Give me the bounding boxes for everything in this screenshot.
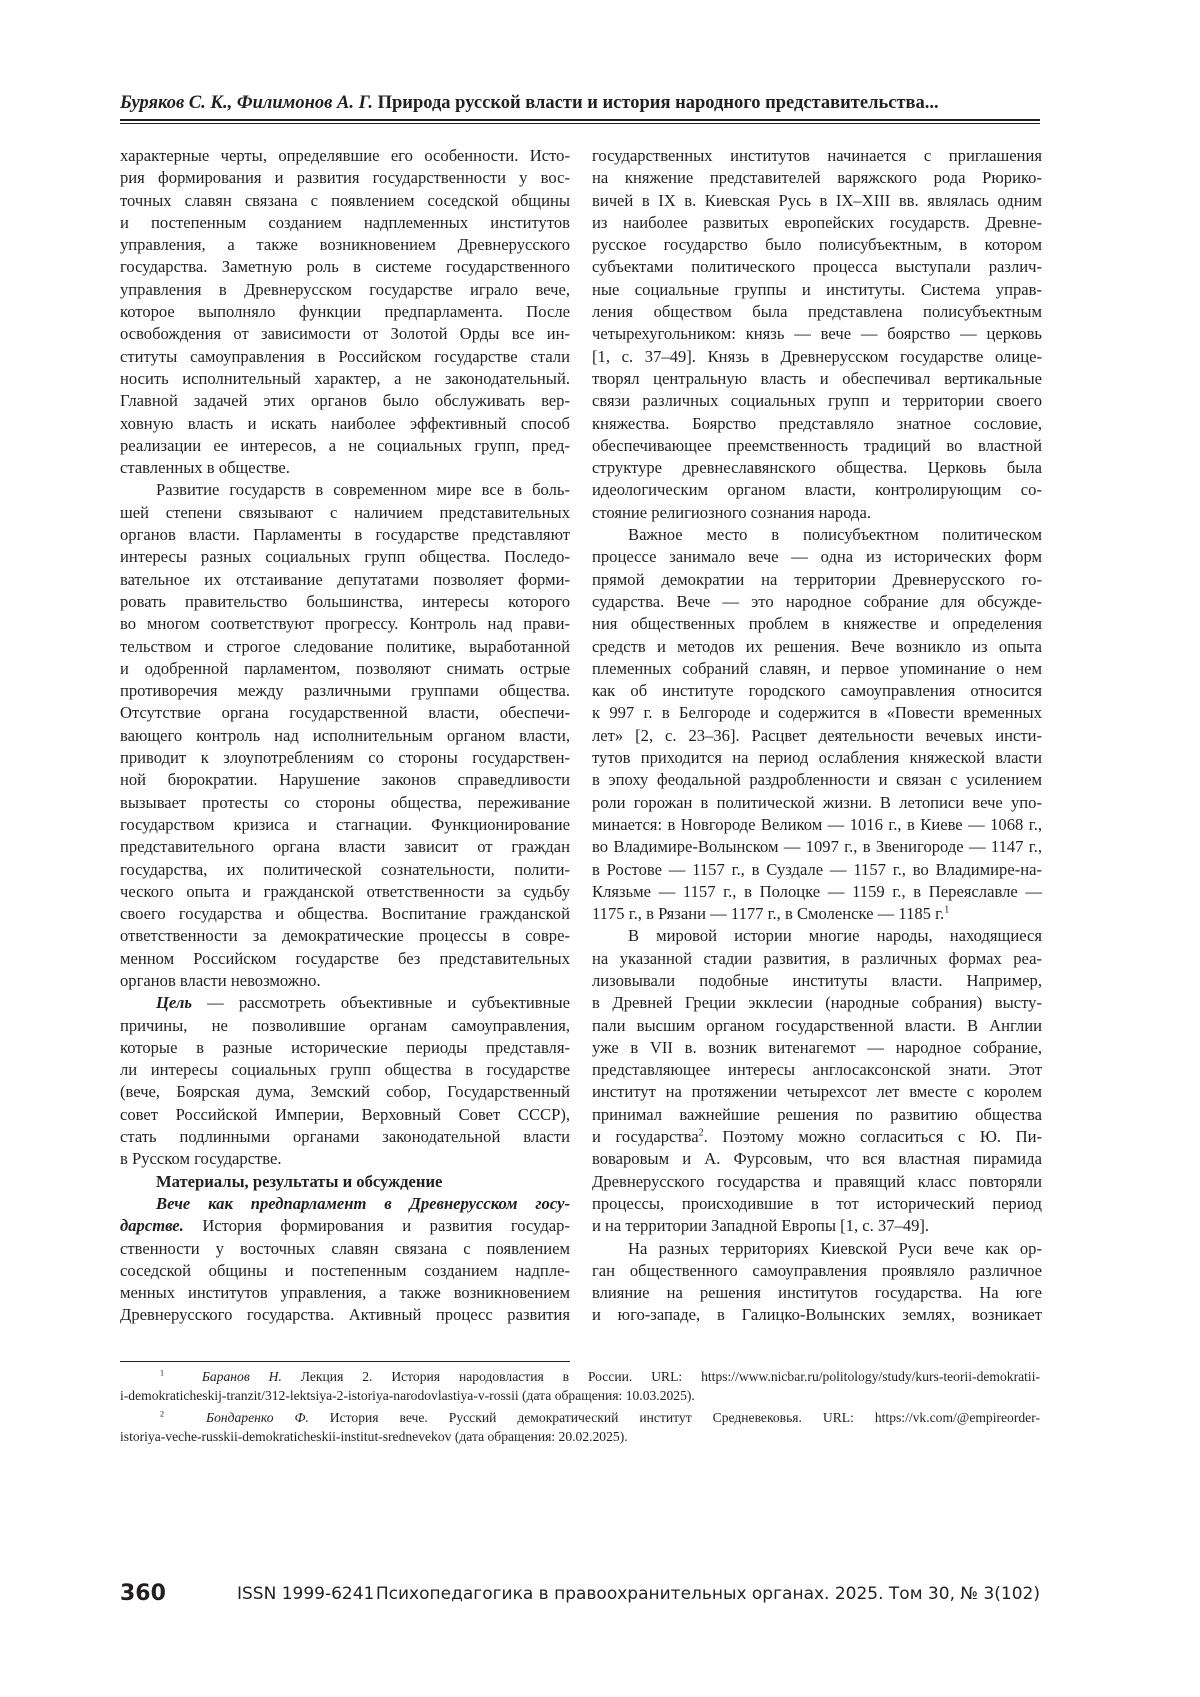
text-line [120,658,570,680]
text-line [592,323,1042,345]
line-text: во многом соответствуют прогрессу. Контроль над прави- [120,614,570,633]
text-line [592,457,1042,479]
line-text: вательное их отстаивание депутатами позволяет форми- [120,570,570,589]
text-line [592,1148,1042,1170]
line-text: рия формирования и развития государственности у вос- [120,168,570,187]
text-line [120,479,570,501]
text-line [592,301,1042,323]
text-line [120,903,570,925]
text-line [592,903,1042,925]
header-rule [120,119,1040,121]
line-text: ли интересы социальных групп общества в государстве [120,1060,570,1079]
footnote-author: Баранов Н. [202,1369,282,1384]
text-line [120,836,570,858]
left-column [120,145,570,1327]
text-line [592,479,1042,501]
line-text: противоречия между различными группами общества. [120,681,570,700]
journal-title: Психопедагогика в правоохранительных органах. 2025. Том 30, № 3(102) [376,1584,1040,1604]
text-line [592,702,1042,724]
text-line [120,970,570,992]
text-line [120,1037,570,1059]
text-line [120,301,570,323]
text-line [592,1171,1042,1193]
line-text: тельством и строгое следование политике, выработанной [120,637,570,656]
text-line [592,769,1042,791]
text-line [120,1215,570,1237]
line-text: причины, не позволившие органам самоуправления, [120,1016,570,1035]
line-text: [1, с. 37–49]. Князь в Древнерусском государстве олице- [592,347,1042,366]
line-text: которое выполняло функции предпарламента. После [120,302,570,321]
line-text: лизовывали подобные институты власти. Например, [592,971,1042,990]
text-line [592,1037,1042,1059]
text-line [120,1104,570,1126]
line-text: шей степени связывают с наличием представительных [120,503,570,522]
line-text: . Поэтому можно согласиться с Ю. Пи- [704,1127,1042,1146]
text-line [592,925,1042,947]
text-line [592,368,1042,390]
text-line [592,256,1042,278]
line-text: вызывает протесты со стороны общества, переживание [120,793,570,812]
text-line [592,279,1042,301]
text-line [120,167,570,189]
line-text: характерные черты, определявшие его особенности. Исто- [120,146,570,165]
text-line [592,992,1042,1014]
text-line [120,814,570,836]
line-text: княжества. Боярство представляло знатное сословие, [592,414,1042,433]
text-line [592,859,1042,881]
text-line [120,1304,570,1326]
line-text: Вече как предпарламент в Древнерусском госу- [156,1194,570,1213]
line-text: ной бюрократии. Нарушение законов справедливости [120,770,570,789]
text-line [592,1304,1042,1326]
header-rule-thin [120,123,1040,124]
line-text: ституты самоуправления в Российском государстве стали [120,347,570,366]
text-line [120,1081,570,1103]
text-line [120,569,570,591]
line-text: Материалы, результаты и обсуждение [156,1172,442,1191]
line-text: творял центральную власть и обеспечивал вертикальные [592,369,1042,388]
text-line [592,234,1042,256]
text-line [120,613,570,635]
line-text: и постепенным созданием надплеменных институтов [120,213,570,232]
text-line [120,234,570,256]
line-text: сударства. Вече — это народное собрание для обсужде- [592,592,1042,611]
line-text: субъектами политического процесса выступали различ- [592,257,1042,276]
line-text: стояние религиозного сознания народа. [592,503,871,522]
text-line [120,881,570,903]
line-text: ховную власть и искать наиболее эффективный способ [120,414,570,433]
line-text: интересы разных социальных групп общества. Последо- [120,547,570,566]
line-text: на княжение представителей варяжского рода Рюрико- [592,168,1042,187]
text-line [120,769,570,791]
text-line [120,1126,570,1148]
text-line [120,1193,570,1215]
line-text: структуре древнеславянского общества. Церковь была [592,458,1042,477]
text-line [120,368,570,390]
line-text: институт на протяжении четырехсот лет вместе с королем [592,1082,1042,1101]
line-text: ответственности за демократические процессы в совре- [120,926,570,945]
line-text: Древнерусского государства и правящий класс повторяли [592,1172,1042,1191]
line-text: приводит к злоупотреблениям со стороны государствен- [120,748,570,767]
line-text: управления, а также возникновением Древнерусского [120,235,570,254]
line-text: во Владимире-Волынском — 1097 г., в Звенигороде — 1147 г., [592,837,1042,856]
line-text: Главной задачей этих органов было обслуживать вер- [120,391,570,410]
running-header [120,93,1040,114]
text-line [592,814,1042,836]
text-line [592,1260,1042,1282]
line-text: ровать правительство большинства, интересы которого [120,592,570,611]
line-text: процессы, происходившие в тот исторический период [592,1194,1042,1213]
line-text: ставленных в обществе. [120,458,290,477]
line-text: тутов приходится на период ослабления княжеской власти [592,748,1042,767]
text-line [120,680,570,702]
text-line [592,212,1042,234]
text-line [120,502,570,524]
line-text: из наиболее развитых европейских государств. Древне- [592,213,1042,232]
line-text: — рассмотреть объективные и субъективные [192,993,570,1012]
line-text: минается: в Новгороде Великом — 1016 г., в Киеве — 1068 г., [592,815,1042,834]
line-text: (вече, Боярская дума, Земский собор, Государственный [120,1082,570,1101]
text-line [592,546,1042,568]
footnote-ref: 2 [699,1128,704,1139]
text-line [592,725,1042,747]
text-line [120,190,570,212]
line-text: управления в Древнерусском государстве играло вече, [120,280,570,299]
line-text: государства, их политической сознательности, полити- [120,860,570,879]
line-text: носить исполнительный характер, а не законодательный. [120,369,570,388]
text-line [120,1015,570,1037]
text-line [120,546,570,568]
text-line [120,435,570,457]
line-text: государственных институтов начинается с приглашения [592,146,1042,165]
line-text: своего государства и общества. Воспитание гражданской [120,904,570,923]
text-line [120,256,570,278]
line-text: которые в разные исторические периоды представля- [120,1038,570,1057]
footnote-number: 2 [160,1409,164,1418]
footnote-text: Лекция 2. История народовластия в России. URL: https://www.nicbar.ru/politology/study/kurs-teorii-demokratii- [282,1369,1040,1384]
text-line [120,279,570,301]
text-line [120,859,570,881]
text-line [592,680,1042,702]
text-line [592,836,1042,858]
line-text: пали высшим органом государственной власти. В Англии [592,1016,1042,1035]
text-line [120,636,570,658]
line-text: государства. Заметную роль в системе государственного [120,257,570,276]
footnote-text: История вече. Русский демократический институт Средневековья. URL: https://vk.com/@empireorder- [309,1410,1040,1425]
text-line [592,881,1042,903]
text-line [592,190,1042,212]
text-line [592,948,1042,970]
text-line [120,323,570,345]
text-line [592,569,1042,591]
text-line [592,792,1042,814]
line-text: к 997 г. в Белгороде и содержится в «Повести временных [592,703,1042,722]
line-text: совет Российской Империи, Верховный Совет СССР), [120,1105,570,1124]
line-text: ственности у восточных славян связана с появлением [120,1239,570,1258]
text-line [120,948,570,970]
right-column [592,145,1042,1327]
line-text: Цель [156,993,192,1012]
text-line [120,145,570,167]
line-text: и юго-западе, в Галицко-Волынских землях, возникает [592,1305,1042,1324]
text-line [592,1081,1042,1103]
footnote-2 [120,1408,1040,1446]
line-text: и государства [592,1127,699,1146]
line-text: дарстве. [120,1216,184,1235]
text-line [120,524,570,546]
text-line [120,792,570,814]
line-text: вичей в IX в. Киевская Русь в IX–XIII вв. являлась одним [592,191,1042,210]
footnote-rule [120,1361,570,1362]
text-line [592,658,1042,680]
page-number: 360 [120,1581,166,1606]
line-text: ческого опыта и гражданской ответственности за судьбу [120,882,570,901]
line-text: История формирования и развития государ- [184,1216,570,1235]
header-title: Природа русской власти и история народного представительства... [373,93,939,113]
line-text: органов власти невозможно. [120,971,321,990]
text-line [592,1104,1042,1126]
text-line [592,145,1042,167]
text-line [120,390,570,412]
line-text: в эпоху феодальной раздробленности и связан с усилением [592,770,1042,789]
text-line [592,1238,1042,1260]
line-text: влияние на решения институтов государства. На юге [592,1283,1042,1302]
line-text: Важное место в полисубъектном политическом [628,525,1042,544]
line-text: ные социальные группы и институты. Система управ- [592,280,1042,299]
text-line [592,524,1042,546]
text-line [592,167,1042,189]
line-text: Клязьме — 1157 г., в Полоцке — 1159 г., в Переяславле — [592,882,1042,901]
text-line [120,702,570,724]
text-line [120,212,570,234]
text-line [592,1282,1042,1304]
text-line [120,1148,570,1170]
line-text: менных институтов управления, а также возникновением [120,1283,570,1302]
line-text: ления обществом была представлена полисубъектным [592,302,1042,321]
text-line [592,435,1042,457]
line-text: менном Российском государстве без представительных [120,949,570,968]
line-text: средств и методов их решения. Вече возникло из опыта [592,637,1042,656]
text-line [120,992,570,1014]
line-text: воваровым и А. Фурсовым, что вся властная пирамида [592,1149,1042,1168]
footnote-number: 1 [160,1368,164,1377]
line-text: на указанной стадии развития, в различных формах реа- [592,949,1042,968]
line-text: и одобренной парламентом, позволяют снимать острые [120,659,570,678]
line-text: четырехугольником: князь — вече — боярство — церковь [592,324,1042,343]
line-text: прямой демократии на территории Древнерусского го- [592,570,1042,589]
line-text: На разных территориях Киевской Руси вече как ор- [628,1239,1042,1258]
line-text: идеологическим органом власти, контролирующим со- [592,480,1042,499]
line-text: связи различных социальных групп и территории своего [592,391,1042,410]
line-text: государством кризиса и стагнации. Функционирование [120,815,570,834]
line-text: Древнерусского государства. Активный процесс развития [120,1305,570,1324]
line-text: 1175 г., в Рязани — 1177 г., в Смоленске — 1185 г. [592,904,944,923]
line-text: уже в VII в. возник витенагемот — народное собрание, [592,1038,1042,1057]
text-line [592,346,1042,368]
line-text: принимал важнейшие решения по развитию общества [592,1105,1042,1124]
text-line [120,1260,570,1282]
text-line [120,1282,570,1304]
text-line [592,1059,1042,1081]
text-line [592,1215,1042,1237]
text-line [120,457,570,479]
footnote-text: istoriya-veche-russkii-demokraticheskii-institut-srednevekov (дата обращения: 20.02.2025). [120,1429,628,1444]
text-line [120,1171,570,1193]
line-text: представляющее интересы англосаксонской знати. Этот [592,1060,1042,1079]
line-text: освобождения от зависимости от Золотой Орды все ин- [120,324,570,343]
text-line [592,613,1042,635]
line-text: обеспечивающее преемственность традиций во властной [592,436,1042,455]
text-line [120,346,570,368]
line-text: лет» [2, с. 23–36]. Расцвет деятельности вечевых инсти- [592,726,1042,745]
text-line [120,1238,570,1260]
text-line [592,970,1042,992]
text-line [120,725,570,747]
text-line [592,747,1042,769]
text-line [592,1193,1042,1215]
text-line [592,502,1042,524]
line-text: роли горожан в политической жизни. В летописи вече упо- [592,793,1042,812]
line-text: соседской общины и постепенным созданием надпле- [120,1261,570,1280]
issn: ISSN 1999-6241 [237,1584,374,1604]
line-text: в Древней Греции экклесии (народные собрания) высту- [592,993,1042,1012]
line-text: процессе занимало вече — одна из исторических форм [592,547,1042,566]
line-text: точных славян связана с появлением соседской общины [120,191,570,210]
text-line [592,1126,1042,1148]
line-text: ган общественного самоуправления проявляло различное [592,1261,1042,1280]
line-text: ния общественных проблем в княжестве и определения [592,614,1042,633]
line-text: русское государство было полисубъектным, в котором [592,235,1042,254]
line-text: как об институте городского самоуправления относится [592,681,1042,700]
line-text: вающего контроль над исполнительным органом власти, [120,726,570,745]
text-line [120,1059,570,1081]
line-text: В мировой истории многие народы, находящиеся [628,926,1042,945]
line-text: племенных собраний славян, и первое упоминание о нем [592,659,1042,678]
text-line [592,636,1042,658]
text-line [120,747,570,769]
line-text: в Русском государстве. [120,1149,282,1168]
line-text: Развитие государств в современном мире все в боль- [156,480,570,499]
text-line [120,925,570,947]
text-line [592,591,1042,613]
line-text: стать подлинными органами законодательной власти [120,1127,570,1146]
header-authors: Буряков С. К., Филимонов А. Г. [120,93,373,113]
text-line [120,413,570,435]
footnote-1 [120,1367,1040,1405]
footnote-text: i-demokraticheskij-tranzit/312-lektsiya-2-istoriya-narodovlastiya-v-rossii (дата обращения: 10.03.2025). [120,1388,695,1403]
footnote-ref: 1 [944,905,949,916]
line-text: в Ростове — 1157 г., в Суздале — 1157 г., во Владимире-на- [592,860,1042,879]
footnote-author: Бондаренко Ф. [206,1410,309,1425]
line-text: реализации ее интересов, а не социальных групп, пред- [120,436,570,455]
text-line [120,591,570,613]
line-text: Отсутствие органа государственной власти, обеспечи- [120,703,570,722]
line-text: и на территории Западной Европы [1, с. 37–49]. [592,1216,929,1235]
text-line [592,1015,1042,1037]
line-text: представительного органа власти зависит от граждан [120,837,570,856]
text-line [592,390,1042,412]
text-line [592,413,1042,435]
line-text: органов власти. Парламенты в государстве представляют [120,525,570,544]
